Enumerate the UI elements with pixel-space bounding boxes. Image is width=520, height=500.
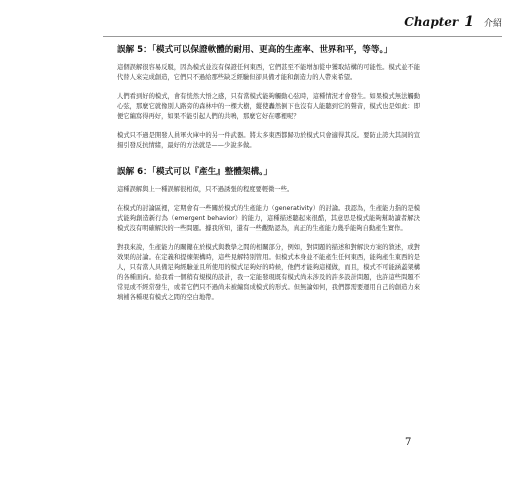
paragraph: 這種誤解與上一種誤解很相似，只不過誘張的程度要輕微一些。: [117, 186, 294, 193]
section-heading: 誤解 5：「模式可以保證軟體的耐用、更高的生產率、世界和平，等等。」: [117, 45, 393, 55]
chapter-title: 介紹: [483, 19, 502, 29]
paragraph: 這個誤解很容易反駁，因為模式並沒有保證任何東西，它們甚至不能增加從中獲取結構的可能性。模式並不能代替人來完成創造，它們只不過給那些缺乏經驗但卻具備才能和創造力的人帶來希望。: [117, 64, 420, 81]
section-myth-6: [117, 166, 420, 303]
chapter-number: 1: [464, 14, 474, 30]
page-body: [117, 44, 420, 312]
chapter-label: Chapter: [404, 15, 459, 29]
paragraph: 人們看到好的模式，會有恍然大悟之感，只有當模式能夠觸動心弦時，這種情況才會發生。如果模式無法觸動心弦，那麼它就像別人路旁的森林中的一棵大樹，縱使轟然倒下也沒有人能聽到它的聲音，模式也是如此：即便它編寫得再好，如果不能引起人們的共鳴，那麼它好在哪裡呢？: [117, 93, 420, 120]
paragraph: 模式只不過是開發人員軍火庫中的另一件武器。將太多東西都歸功於模式只會適得其反。要防止誇大其詞的宣揚引發反抗情緒，最好的方法就是——少說多做。: [117, 132, 420, 149]
running-header: [404, 14, 502, 36]
paragraph: 在模式的討論區裡，定期會有一些關於模式的生產能力（generativity）的討論。我認為，生產能力指的是模式能夠創造新行為（emergent behavior）的能力，這種描述聽起來很酷，其意思是模式能夠幫助讀者解決模式沒有明確解決的一些問題。據我所知，還有一些觀點認為，真正的生產能力幾乎能夠自動產生實作。: [117, 205, 420, 232]
section-heading: 誤解 6：「模式可以『產生』整體架構。」: [117, 167, 273, 177]
section-myth-5: [117, 44, 420, 151]
page-number: 7: [405, 437, 412, 448]
header-rule: [103, 36, 502, 37]
paragraph: 對我來說，生產能力的關鍵在於模式與教學之間的相關部分，例如，對問題的描述和對解決方案的敘述，或對效果的討論。在定義和提煉架構時，這些見解特別管用。但模式本身並不能產生任何東西，能夠產生東西的是人，只有當人具備足夠經驗並且所使用的模式足夠好的時候，他們才能夠這樣做，而且，模式不可能涵蓋架構的各種面向。給我看一個稍有規模的設計，我一定能發現既有模式尚未涉及的許多設計問題，也許這些問題不常見或不經常發生，或者它們只不過尚未被編寫成模式的形式。但無論如何，我們都需要運用自己的創造力來填補各種現有模式之間的空白地帶。: [117, 244, 420, 301]
